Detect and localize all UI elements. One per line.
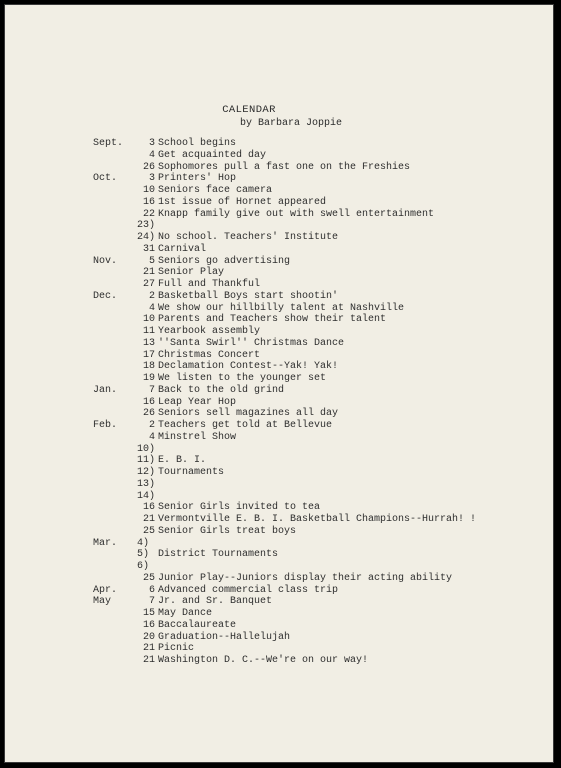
entry-event: Yearbook assembly [158, 326, 261, 337]
calendar-entry [93, 338, 533, 350]
entry-day: 31 [142, 243, 155, 255]
calendar-entry [93, 326, 533, 338]
entry-event: Leap Year Hop [158, 396, 237, 408]
entry-day: 23) [137, 220, 156, 232]
entry-day: 22 [142, 208, 155, 220]
entry-day: 21 [142, 267, 155, 279]
calendar-entry [93, 185, 533, 197]
calendar-entry [93, 444, 533, 456]
calendar-entry [93, 491, 533, 503]
calendar-entry [93, 585, 533, 597]
entry-event: Senior Girls invited to tea [158, 502, 321, 514]
entry-day: 4 [148, 149, 155, 161]
entry-day: 27 [142, 279, 155, 290]
entry-event: Back to the old grind [158, 384, 285, 396]
entry-event: Full and Thankful [158, 279, 261, 290]
entry-event: Christmas Concert [158, 349, 261, 361]
entry-day: 4 [148, 431, 155, 443]
entry-day: 3 [148, 138, 155, 149]
entry-day: 21 [142, 655, 155, 666]
entry-event: Minstrel Show [158, 431, 237, 443]
calendar-entry [93, 314, 533, 326]
entry-day: 17 [142, 349, 155, 361]
calendar-entry [93, 373, 533, 385]
entry-day: 10 [142, 314, 155, 326]
entry-event: We listen to the younger set [158, 373, 327, 384]
entry-day: 2 [148, 420, 155, 431]
entry-month: Jan. [93, 384, 118, 396]
entry-day: 21 [142, 514, 155, 525]
entry-day: 6) [137, 561, 150, 572]
calendar-list [93, 138, 533, 667]
entry-event: Baccalaureate [158, 619, 237, 631]
calendar-entry [93, 350, 533, 362]
entry-event: Printers' Hop [158, 173, 237, 185]
entry-event: Sophomores pull a fast one on the Freshies [158, 161, 411, 173]
calendar-entry [93, 455, 533, 467]
entry-day: 16 [142, 502, 155, 514]
entry-event: Picnic [158, 643, 195, 655]
entry-day: 4) [137, 537, 150, 549]
entry-day: 5 [148, 255, 155, 267]
entry-event: Seniors go advertising [158, 255, 291, 267]
calendar-entry [93, 420, 533, 432]
entry-event: Teachers get told at Bellevue [158, 420, 333, 431]
calendar-entry [93, 232, 533, 244]
calendar-entry [93, 397, 533, 409]
entry-month: Sept. [93, 138, 124, 149]
entry-day: 26 [142, 161, 155, 173]
calendar-entry [93, 408, 533, 420]
entry-month: Dec. [93, 290, 118, 302]
author-byline: by Barbara Joppie [239, 118, 343, 129]
entry-day: 14) [137, 490, 156, 502]
entry-day: 15 [142, 608, 155, 619]
entry-event: Parents and Teachers show their talent [158, 314, 387, 326]
entry-event: District Tournaments [158, 549, 279, 561]
entry-day: 26 [142, 408, 155, 420]
entry-month: Oct. [93, 173, 118, 185]
entry-event: Vermontville E. B. I. Basketball Champions--Hurrah! ! [158, 514, 477, 525]
calendar-entry [93, 197, 533, 209]
calendar-entry [93, 385, 533, 397]
entry-day: 25 [142, 572, 155, 584]
calendar-entry [93, 467, 533, 479]
entry-event: E. B. I. [158, 455, 207, 467]
calendar-entry [93, 220, 533, 232]
entry-event: Tournaments [158, 467, 225, 478]
calendar-entry [93, 150, 533, 162]
entry-event: We show our hillbilly talent at Nashville [158, 302, 405, 314]
entry-day: 16 [142, 396, 155, 408]
entry-month: Apr. [93, 584, 118, 596]
calendar-entry [93, 596, 533, 608]
entry-event: Graduation--Hallelujah [158, 631, 291, 643]
entry-day: 12) [137, 467, 156, 478]
entry-day: 4 [148, 302, 155, 314]
entry-day: 6 [148, 584, 155, 596]
entry-month: Feb. [93, 420, 118, 431]
calendar-entry [93, 256, 533, 268]
entry-month: Mar. [93, 537, 118, 549]
calendar-entry [93, 138, 533, 150]
page-title: CALENDAR [222, 104, 276, 116]
entry-day: 25 [142, 525, 155, 537]
calendar-entry [93, 655, 533, 667]
entry-event: Carnival [158, 243, 207, 255]
entry-event: Washington D. C.--We're on our way! [158, 655, 369, 666]
entry-day: 5) [137, 549, 150, 561]
calendar-entry [93, 561, 533, 573]
entry-event: 1st issue of Hornet appeared [158, 196, 327, 208]
calendar-entry [93, 279, 533, 291]
calendar-entry [93, 479, 533, 491]
calendar-entry [93, 538, 533, 550]
entry-event: No school. Teachers' Institute [158, 232, 339, 243]
calendar-entry [93, 608, 533, 620]
entry-event: Declamation Contest--Yak! Yak! [158, 361, 339, 373]
entry-day: 11) [137, 455, 156, 467]
entry-event: Jr. and Sr. Banquet [158, 596, 273, 608]
entry-event: Get acquainted day [158, 149, 267, 161]
calendar-entry [93, 173, 533, 185]
entry-event: Junior Play--Juniors display their acting ability [158, 572, 453, 584]
calendar-entry [93, 573, 533, 585]
entry-day: 20 [142, 631, 155, 643]
calendar-entry [93, 244, 533, 256]
entry-day: 19 [142, 373, 155, 384]
entry-day: 21 [142, 643, 155, 655]
entry-event: Senior Play [158, 267, 225, 279]
entry-day: 7 [148, 384, 155, 396]
entry-day: 10 [142, 185, 155, 196]
entry-month: May [93, 596, 112, 608]
calendar-entry [93, 291, 533, 303]
entry-event: Seniors face camera [158, 185, 273, 196]
calendar-entry [93, 162, 533, 174]
entry-day: 16 [142, 196, 155, 208]
calendar-entry [93, 361, 533, 373]
entry-event: Basketball Boys start shootin' [158, 290, 339, 302]
entry-day: 11 [142, 326, 155, 337]
entry-day: 18 [142, 361, 155, 373]
entry-event: ''Santa Swirl'' Christmas Dance [158, 337, 345, 349]
calendar-entry [93, 632, 533, 644]
entry-day: 24) [137, 232, 156, 243]
calendar-entry [93, 643, 533, 655]
calendar-entry [93, 620, 533, 632]
entry-event: Seniors sell magazines all day [158, 408, 339, 420]
entry-day: 7 [148, 596, 155, 608]
entry-day: 3 [148, 173, 155, 185]
entry-day: 10) [137, 443, 156, 455]
entry-day: 13) [137, 478, 156, 490]
calendar-entry [93, 526, 533, 538]
entry-event: Advanced commercial class trip [158, 584, 339, 596]
entry-event: Senior Girls treat boys [158, 525, 297, 537]
entry-event: Knapp family give out with swell entertainment [158, 208, 435, 220]
entry-event: May Dance [158, 608, 213, 619]
calendar-entry [93, 502, 533, 514]
entry-day: 16 [142, 619, 155, 631]
calendar-entry [93, 549, 533, 561]
calendar-entry [93, 514, 533, 526]
entry-day: 2 [148, 290, 155, 302]
entry-event: School begins [158, 138, 237, 149]
entry-month: Nov. [93, 255, 118, 267]
calendar-entry [93, 432, 533, 444]
document-page [4, 4, 554, 763]
calendar-entry [93, 267, 533, 279]
entry-day: 13 [142, 337, 155, 349]
calendar-entry [93, 303, 533, 315]
calendar-entry [93, 209, 533, 221]
